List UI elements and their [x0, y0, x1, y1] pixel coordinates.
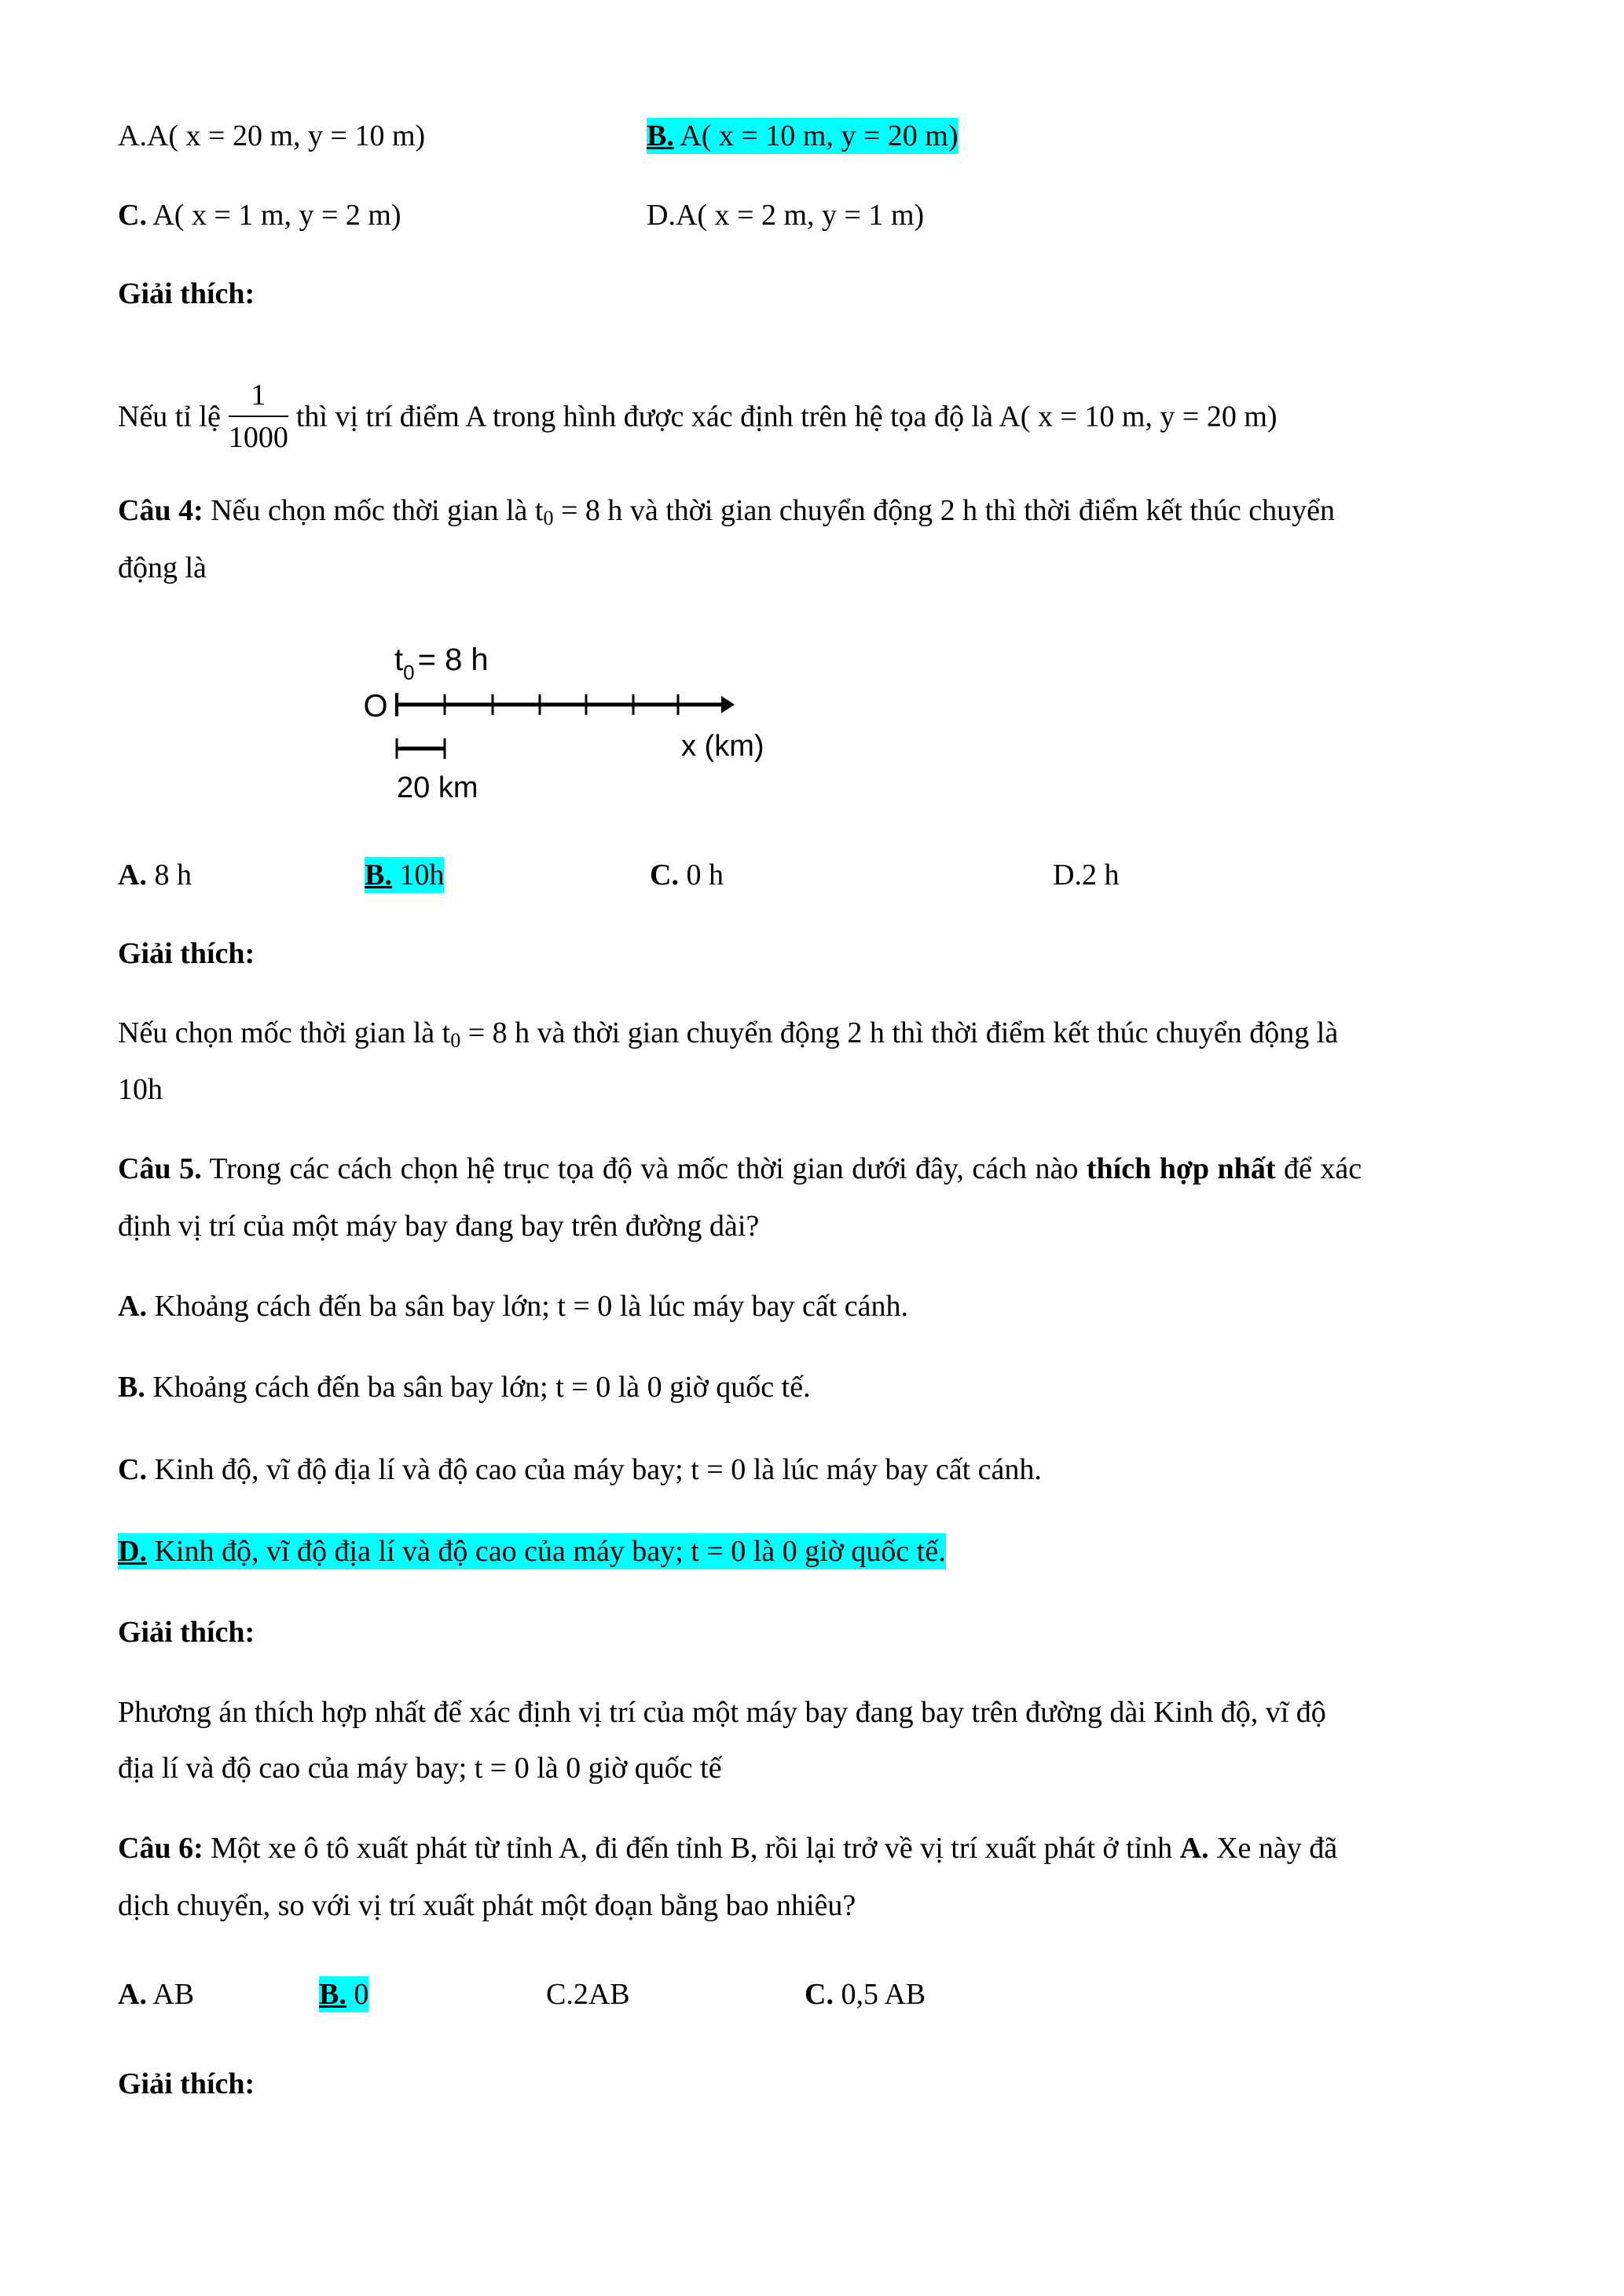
q5-option-d-correct	[118, 1533, 946, 1569]
option-label: B.	[365, 859, 392, 892]
option-text: 0,5 AB	[833, 1978, 926, 2011]
option-text: Khoảng cách đến ba sân bay lớn; t = 0 là lúc máy bay cất cánh.	[146, 1290, 908, 1323]
subscript: 0	[450, 1029, 461, 1052]
option-text: 10h	[391, 859, 445, 892]
question-text: để xác	[1275, 1152, 1362, 1185]
option-label: B.	[118, 1371, 145, 1404]
option-text: AB	[146, 1978, 195, 2011]
q6-explain-heading: Giải thích:	[118, 2067, 255, 2100]
option-text: Kinh độ, vĩ độ địa lí và độ cao của máy bay; t = 0 là lúc máy bay cất cánh.	[146, 1453, 1042, 1486]
question-text: Trong các cách chọn hệ trục tọa độ và mốc thời gian dưới đây, cách nào	[201, 1152, 1087, 1185]
question-emphasis: A.	[1179, 1832, 1209, 1865]
option-label: A.	[118, 859, 147, 892]
option-label: A.	[118, 1290, 147, 1323]
question-text: Một xe ô tô xuất phát từ tỉnh A, đi đến tỉnh B, rồi lại trở về vị trí xuất phát ở tỉnh	[203, 1832, 1180, 1865]
explain-text: Nếu chọn mốc thời gian là t	[118, 1016, 451, 1049]
q4-question-line2: động là	[118, 551, 207, 584]
option-text: 8 h	[146, 859, 192, 892]
fraction-numerator: 1	[229, 375, 288, 417]
explain-post: thì vị trí điểm A trong hình được xác định trên hệ tọa độ là A( x = 10 m, y = 20 m)	[295, 400, 1278, 434]
q4-explain-line2: 10h	[118, 1073, 163, 1106]
axis-arrow-icon	[721, 696, 735, 713]
option-text: Khoảng cách đến ba sân bay lớn; t = 0 là 0 giờ quốc tế.	[145, 1371, 811, 1404]
q4-explain-heading: Giải thích:	[118, 937, 255, 970]
axis-label: x (km)	[681, 730, 764, 763]
option-label: C.	[118, 1453, 147, 1486]
number-line-diagram	[0, 0, 1624, 864]
scale-bar	[397, 738, 445, 759]
q5-explain-line2: địa lí và độ cao của máy bay; t = 0 là 0 giờ quốc tế	[118, 1752, 722, 1785]
option-label: C.	[118, 199, 147, 232]
explain-pre: Nếu tỉ lệ	[118, 400, 221, 434]
question-label: Câu 4:	[118, 494, 203, 527]
explain-text: = 8 h và thời gian chuyển động 2 h thì thời điểm kết thúc chuyển động là	[460, 1016, 1339, 1049]
q5-explain-line1: Phương án thích hợp nhất để xác định vị trí của một máy bay đang bay trên đường dài Kinh độ, vĩ độ	[118, 1696, 1326, 1729]
q6-question-line2: dịch chuyển, so với vị trí xuất phát một đoạn bằng bao nhiêu?	[118, 1889, 856, 1922]
q6-option-a	[118, 1976, 194, 2012]
option-text: Kinh độ, vĩ độ địa lí và độ cao của máy bay; t = 0 là 0 giờ quốc tế.	[146, 1535, 946, 1568]
fraction-denominator: 1000	[228, 421, 288, 454]
q3-explain-heading: Giải thích:	[118, 277, 255, 310]
q5-option-c	[118, 1452, 1042, 1488]
option-label: A.	[118, 1978, 147, 2011]
option-label: B.	[319, 1978, 346, 2011]
question-text: = 8 h và thời gian chuyển động 2 h thì thời điểm kết thúc chuyển	[553, 494, 1336, 527]
q5-option-a	[118, 1288, 908, 1324]
option-text: 0 h	[678, 859, 724, 892]
question-text: Xe này đã	[1208, 1832, 1338, 1865]
option-label: C.	[805, 1978, 834, 2011]
option-label: D.	[118, 1535, 147, 1568]
q3-option-a: A.A( x = 20 m, y = 10 m)	[118, 119, 426, 152]
q4-explain-line1	[118, 1015, 1338, 1051]
t0-label: $t_0 = 8$ h	[394, 643, 489, 684]
option-label: C.	[650, 859, 679, 892]
q6-option-c2	[805, 1976, 926, 2012]
q6-question-line1	[118, 1830, 1337, 1866]
q6-option-b-correct	[319, 1976, 368, 2012]
option-text: A( x = 10 m, y = 20 m)	[673, 119, 959, 152]
scale-label: 20 km	[397, 771, 478, 804]
q4-option-b-correct	[365, 857, 444, 893]
q4-option-a	[118, 857, 192, 893]
question-text: Nếu chọn mốc thời gian là t	[203, 494, 544, 527]
q4-option-c	[650, 857, 724, 893]
subscript: 0	[543, 507, 554, 529]
question-label: Câu 5.	[118, 1152, 202, 1185]
question-emphasis: thích hợp nhất	[1086, 1152, 1276, 1185]
q5-explain-heading: Giải thích:	[118, 1616, 255, 1649]
option-label: B.	[647, 119, 674, 152]
question-label: Câu 6:	[118, 1832, 203, 1865]
q5-question-line1	[118, 1151, 1362, 1187]
q6-option-c1: C.2AB	[546, 1978, 630, 2011]
q5-question-line2: định vị trí của một máy bay đang bay trên đường dài?	[118, 1210, 760, 1243]
option-text: A( x = 1 m, y = 2 m)	[146, 199, 401, 232]
origin-label: O	[363, 689, 388, 723]
q3-option-d: D.A( x = 2 m, y = 1 m)	[647, 199, 925, 232]
q5-option-b	[118, 1369, 811, 1405]
option-text: 0	[346, 1978, 369, 2011]
q4-option-d: D.2 h	[1053, 859, 1120, 892]
